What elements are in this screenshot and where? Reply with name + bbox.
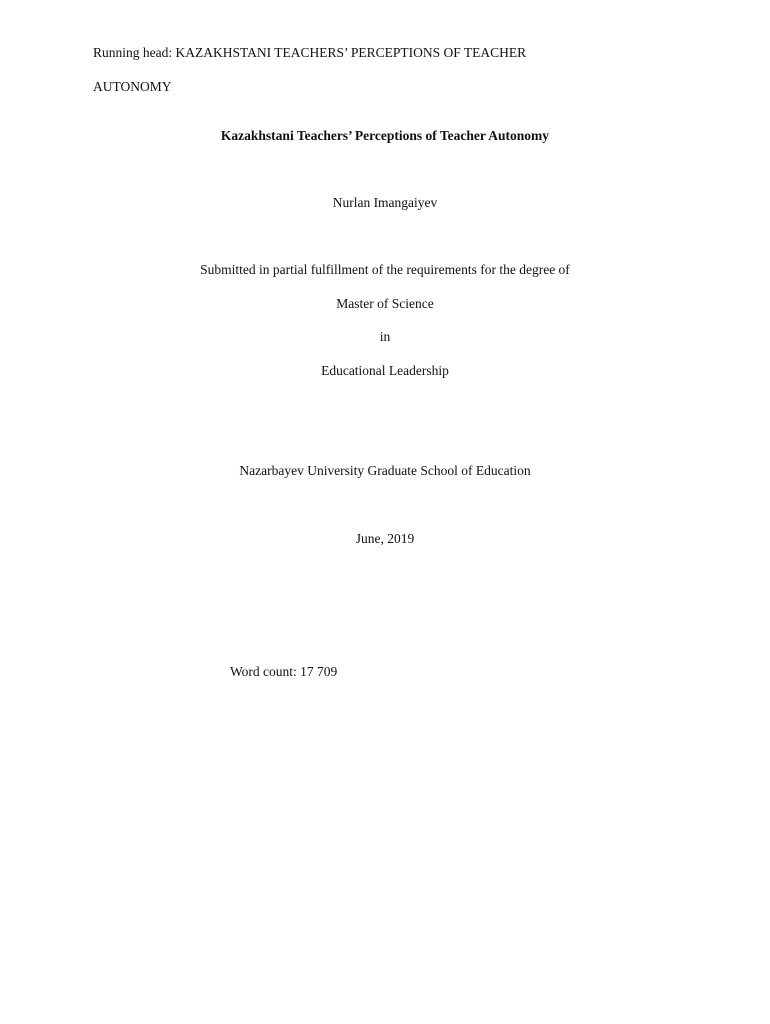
institution-name: Nazarbayev University Graduate School of Education <box>239 463 531 478</box>
submission-statement: Submitted in partial fulfillment of the requirements for the degree of <box>200 262 570 277</box>
degree-name: Master of Science <box>336 296 434 311</box>
submission-date: June, 2019 <box>355 531 415 546</box>
running-head-continuation: AUTONOMY <box>93 79 172 94</box>
word-count: Word count: 17 709 <box>230 664 338 679</box>
running-head: Running head: KAZAKHSTANI TEACHERS’ PERCEPTIONS OF TEACHER <box>93 45 527 60</box>
field-of-study: Educational Leadership <box>321 363 449 378</box>
in-text: in <box>379 329 391 344</box>
document-title: Kazakhstani Teachers’ Perceptions of Teacher Autonomy <box>220 128 550 143</box>
author-name: Nurlan Imangaiyev <box>332 195 438 210</box>
